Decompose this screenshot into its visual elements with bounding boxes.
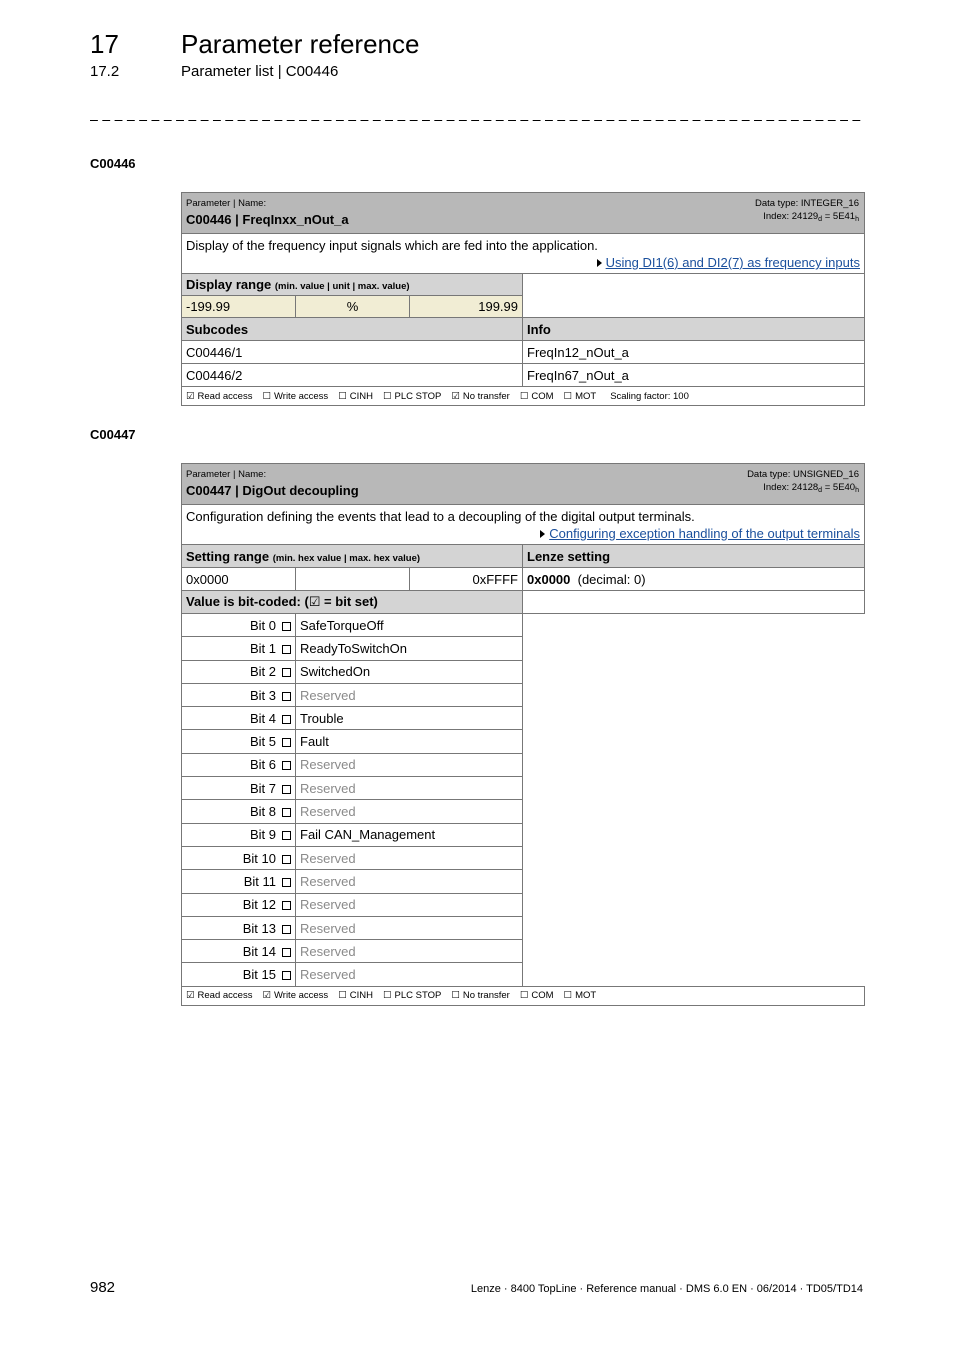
- bit-number: [182, 777, 296, 800]
- footer-text: Lenze · 8400 TopLine · Reference manual · DMS 6.0 EN · 06/2014 · TD05/TD14: [470, 1283, 863, 1295]
- access-flag: [564, 990, 597, 1001]
- description-text: Configuration defining the events that lead to a decoupling of the digital output terminals.: [186, 509, 695, 524]
- unchecked-box-icon: ☐: [262, 390, 271, 402]
- access-flag: [451, 391, 510, 402]
- bit-row: [182, 916, 865, 939]
- bit-row: [182, 707, 865, 730]
- access-flag: [383, 990, 441, 1001]
- parameter-name-label: Parameter | Name:: [186, 198, 267, 209]
- access-flag: [186, 990, 252, 1001]
- bit-row: [182, 614, 865, 637]
- bit-name: Reserved: [296, 870, 523, 893]
- checked-box-icon: ☑: [262, 990, 271, 1002]
- lenze-setting-value: 0x0000 (decimal: 0): [523, 568, 865, 591]
- bit-row: [182, 800, 865, 823]
- data-type: Data type: INTEGER_16: [754, 198, 859, 209]
- unchecked-box-icon: ☐: [338, 990, 347, 1002]
- scaling-factor: Scaling factor: 100: [610, 390, 689, 402]
- parameter-table-c00446: [181, 192, 865, 406]
- parameter-header: [182, 193, 865, 234]
- subcode-info: FreqIn67_nOut_a: [523, 364, 865, 387]
- access-flag-label: MOT: [575, 390, 597, 402]
- bit-number: [182, 870, 296, 893]
- bit-name: Fail CAN_Management: [296, 823, 523, 846]
- checkbox-icon: [282, 831, 291, 840]
- range-max: 0xFFFF: [410, 568, 523, 591]
- bit-name: Reserved: [296, 777, 523, 800]
- bit-label: Bit 15: [242, 967, 276, 983]
- bit-name: Fault: [296, 730, 523, 753]
- setting-range-title: Setting range (min. hex value | max. hex value): [182, 545, 523, 568]
- bit-name: ReadyToSwitchOn: [296, 637, 523, 660]
- parameter-index: Index: $24128_d = 5E40_h$: [763, 482, 859, 494]
- bit-number: [182, 660, 296, 683]
- reference-link[interactable]: Configuring exception handling of the output terminals: [549, 526, 860, 541]
- bit-label: Bit 9: [249, 827, 276, 843]
- arrow-right-icon: [540, 530, 545, 538]
- bit-name: Reserved: [296, 963, 523, 986]
- bit-label: Bit 11: [243, 873, 276, 889]
- bit-label: Bit 0: [249, 617, 276, 633]
- checkbox-icon: [282, 622, 291, 631]
- bit-row: [182, 846, 865, 869]
- unchecked-box-icon: ☐: [338, 390, 347, 402]
- range-unit: %: [296, 296, 410, 318]
- access-flag-label: CINH: [349, 390, 373, 402]
- bit-name: Reserved: [296, 800, 523, 823]
- bit-label: Bit 7: [249, 780, 276, 796]
- bit-number: [182, 940, 296, 963]
- empty-cell: [523, 591, 865, 614]
- bit-name: Reserved: [296, 893, 523, 916]
- checked-box-icon: ☑: [186, 390, 195, 402]
- unchecked-box-icon: ☐: [519, 990, 529, 1002]
- checkbox-icon: [282, 692, 291, 701]
- empty-cell: [523, 274, 865, 318]
- parameter-description: [182, 505, 865, 545]
- checked-box-icon: ☑: [186, 990, 195, 1002]
- bit-name: SafeTorqueOff: [296, 614, 523, 637]
- checkbox-icon: [282, 761, 291, 770]
- checkbox-icon: [282, 668, 291, 677]
- description-text: Display of the frequency input signals which are fed into the application.: [186, 238, 598, 253]
- bit-label: Bit 2: [249, 664, 276, 680]
- bit-row: [182, 753, 865, 776]
- access-flag: [451, 990, 510, 1001]
- bit-label: Bit 8: [249, 804, 276, 820]
- display-range-title: Display range (min. value | unit | max. value): [182, 274, 523, 296]
- access-flag: [338, 990, 373, 1001]
- lenze-setting-title: Lenze setting: [523, 545, 865, 568]
- access-flag: [262, 990, 328, 1001]
- bit-number: [182, 916, 296, 939]
- subcode-code: C00446/2: [182, 364, 523, 387]
- parameter-table-c00447: [181, 463, 865, 1006]
- subcode-row: [182, 364, 865, 387]
- access-flag-label: CINH: [349, 990, 373, 1002]
- access-flag-label: COM: [531, 390, 554, 402]
- checkbox-icon: [282, 808, 291, 817]
- bit-name: SwitchedOn: [296, 660, 523, 683]
- subcode-code: C00446/1: [182, 341, 523, 364]
- access-flag-label: Write access: [273, 390, 329, 402]
- bit-number: [182, 707, 296, 730]
- range-max: 199.99: [410, 296, 523, 318]
- bit-row: [182, 730, 865, 753]
- bit-number: [182, 683, 296, 706]
- bit-name: Reserved: [296, 753, 523, 776]
- access-flag: [338, 391, 373, 402]
- unchecked-box-icon: ☐: [451, 990, 460, 1002]
- bit-coded-title: Value is bit-coded: (☑ = bit set): [182, 591, 523, 614]
- access-flag: [262, 391, 328, 402]
- parameter-description: [182, 234, 865, 274]
- access-flag: [520, 990, 554, 1001]
- checkbox-icon: [282, 971, 291, 980]
- checkbox-icon: [282, 715, 291, 724]
- page-number: 982: [90, 1279, 116, 1296]
- parameter-heading-c00447: C00447: [90, 427, 136, 442]
- bit-row: [182, 870, 865, 893]
- bit-label: Bit 14: [242, 943, 276, 959]
- reference-link[interactable]: Using DI1(6) and DI2(7) as frequency inputs: [605, 255, 860, 270]
- parameter-heading-c00446: C00446: [90, 156, 136, 171]
- bit-number: [182, 963, 296, 986]
- arrow-right-icon: [597, 259, 602, 267]
- subcodes-title: Subcodes: [182, 318, 523, 341]
- access-flag-label: No transfer: [462, 390, 510, 402]
- checked-box-icon: ☑: [451, 390, 460, 402]
- checkbox-icon: [282, 785, 291, 794]
- bit-row: [182, 637, 865, 660]
- info-title: Info: [523, 318, 865, 341]
- parameter-name: C00446 | FreqInxx_nOut_a: [186, 212, 349, 227]
- bit-row: [182, 777, 865, 800]
- unchecked-box-icon: ☐: [519, 390, 529, 402]
- bit-number: [182, 823, 296, 846]
- access-flag-label: PLC STOP: [394, 390, 442, 402]
- access-flag: [186, 391, 252, 402]
- bit-number: [182, 637, 296, 660]
- checkbox-icon: [282, 645, 291, 654]
- bit-number: [182, 846, 296, 869]
- subcode-info: FreqIn12_nOut_a: [523, 341, 865, 364]
- unchecked-box-icon: ☐: [382, 990, 392, 1002]
- bit-label: Bit 10: [242, 850, 276, 866]
- unchecked-box-icon: ☐: [563, 990, 573, 1002]
- access-flag: [383, 391, 441, 402]
- checkbox-icon: [282, 738, 291, 747]
- bit-label: Bit 12: [242, 897, 276, 913]
- parameter-header: [182, 464, 865, 505]
- bit-number: [182, 893, 296, 916]
- bit-row: [182, 963, 865, 986]
- parameter-name-label: Parameter | Name:: [186, 469, 267, 480]
- bit-row: [182, 683, 865, 706]
- parameter-name: C00447 | DigOut decoupling: [186, 483, 359, 498]
- checkbox-icon: [282, 948, 291, 957]
- access-flag: [564, 391, 597, 402]
- subcode-row: [182, 341, 865, 364]
- bit-label: Bit 13: [242, 920, 276, 936]
- bit-name: Reserved: [296, 916, 523, 939]
- bit-label: Bit 4: [249, 710, 276, 726]
- section-number: 17.2: [90, 63, 120, 80]
- bit-row: [182, 893, 865, 916]
- bit-number: [182, 800, 296, 823]
- access-flag-label: Read access: [197, 990, 253, 1002]
- unchecked-box-icon: ☐: [382, 390, 392, 402]
- empty-cell: [296, 568, 410, 591]
- bit-row: [182, 823, 865, 846]
- bit-row: [182, 660, 865, 683]
- chapter-number: 17: [90, 29, 119, 59]
- access-flag: [520, 391, 554, 402]
- access-flag-label: Write access: [273, 990, 329, 1002]
- access-flag-label: Read access: [197, 390, 253, 402]
- access-flags: [182, 986, 865, 1005]
- data-type: Data type: UNSIGNED_16: [747, 469, 859, 480]
- bit-name: Reserved: [296, 846, 523, 869]
- access-flag-label: PLC STOP: [394, 990, 442, 1002]
- bit-number: [182, 730, 296, 753]
- bit-name: Reserved: [296, 683, 523, 706]
- range-min: 0x0000: [182, 568, 296, 591]
- access-flag-label: MOT: [575, 990, 597, 1002]
- checkbox-icon: [282, 901, 291, 910]
- header-divider: [90, 110, 862, 122]
- checkbox-icon: [282, 925, 291, 934]
- checkbox-icon: [282, 855, 291, 864]
- bit-label: Bit 1: [249, 640, 276, 656]
- bit-name: Reserved: [296, 940, 523, 963]
- bit-label: Bit 3: [249, 687, 276, 703]
- access-flags: [182, 387, 865, 406]
- bit-label: Bit 5: [249, 734, 276, 750]
- range-min: -199.99: [182, 296, 296, 318]
- section-title: Parameter list | C00446: [181, 63, 339, 80]
- bit-name: Trouble: [296, 707, 523, 730]
- checkbox-icon: [282, 878, 291, 887]
- bit-row: [182, 940, 865, 963]
- parameter-index: Index: $24129_d = 5E41_h$: [763, 211, 859, 223]
- access-flag-label: COM: [531, 990, 554, 1002]
- bit-number: [182, 614, 296, 637]
- unchecked-box-icon: ☐: [563, 390, 573, 402]
- access-flag-label: No transfer: [462, 990, 510, 1002]
- bit-label: Bit 6: [249, 757, 276, 773]
- bit-number: [182, 753, 296, 776]
- chapter-title: Parameter reference: [181, 29, 420, 59]
